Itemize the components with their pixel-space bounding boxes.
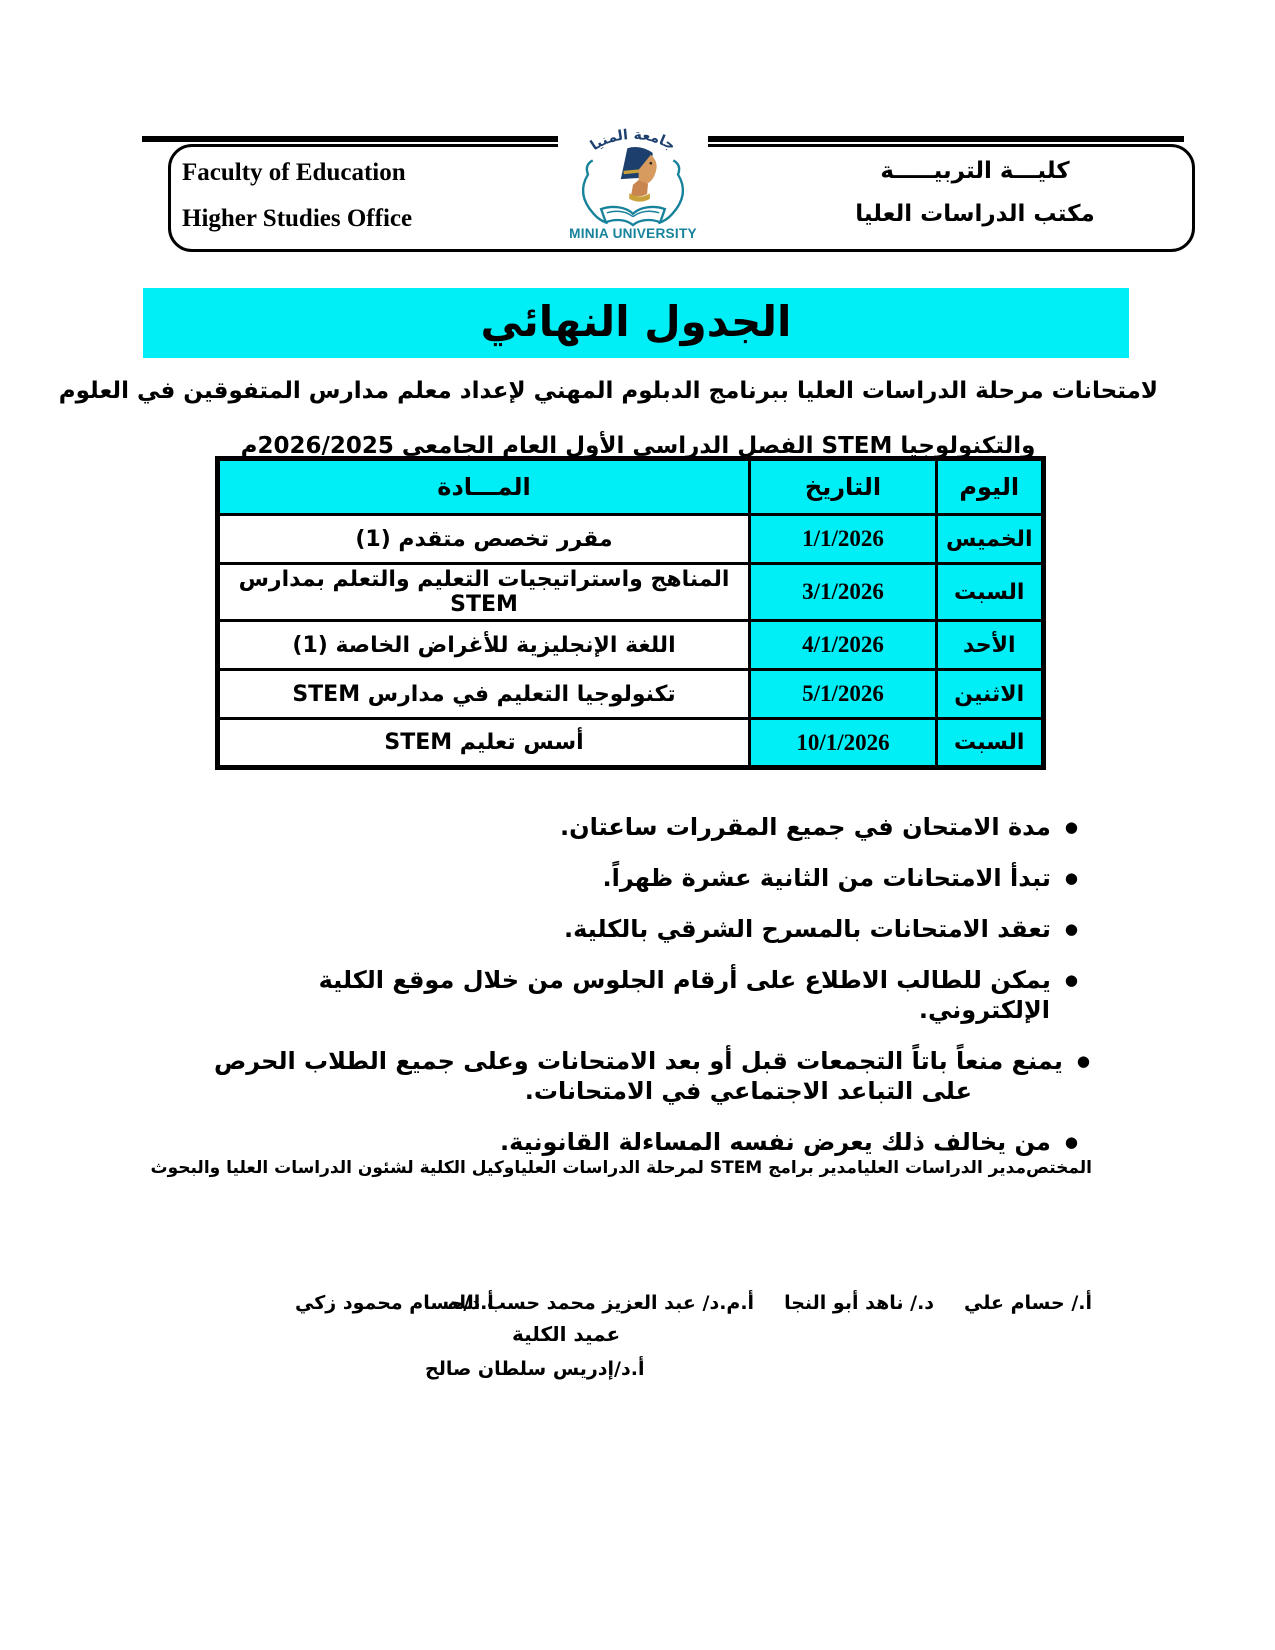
exam-schedule-table — [215, 456, 1046, 770]
day-cell: الأحد — [937, 621, 1044, 670]
dean-name: أ.د/إدريس سلطان صالح — [425, 1358, 645, 1380]
note-text: من يخالف ذلك يعرض نفسه المساءلة القانونية. — [500, 1128, 1051, 1156]
nefertiti-logo-icon — [558, 119, 708, 243]
subject-cell: أسس تعليم STEM — [218, 719, 750, 768]
subject-cell: تكنولوجيا التعليم في مدارس STEM — [218, 670, 750, 719]
note-text: تعقد الامتحانات بالمسرح الشرقي بالكلية. — [563, 915, 1051, 943]
table-row — [218, 670, 1044, 719]
header-english — [182, 150, 412, 242]
date-cell: 4/1/2026 — [750, 621, 937, 670]
date-cell: 5/1/2026 — [750, 670, 937, 719]
table-row — [218, 564, 1044, 621]
subject-cell: اللغة الإنجليزية للأغراض الخاصة (1) — [218, 621, 750, 670]
footer-roles — [150, 1158, 1092, 1178]
table-row — [218, 515, 1044, 564]
note-item — [206, 812, 1078, 842]
footer-names — [447, 1292, 1092, 1314]
office-name-en: Higher Studies Office — [182, 205, 413, 232]
note-item — [206, 1046, 1090, 1106]
date-cell: 10/1/2026 — [750, 719, 937, 768]
day-cell: الاثنين — [937, 670, 1044, 719]
note-item — [206, 863, 1078, 893]
note-item — [206, 914, 1078, 944]
date-cell: 3/1/2026 — [750, 564, 937, 621]
header-subject: المـــادة — [218, 459, 750, 515]
final-schedule-banner — [143, 288, 1129, 358]
table-row — [218, 719, 1044, 768]
table-header-row — [218, 459, 1044, 515]
table-row — [218, 621, 1044, 670]
day-cell: السبت — [937, 564, 1044, 621]
header-arabic — [825, 150, 1125, 236]
intro-line-1: لامتحانات مرحلة الدراسات العليا ببرنامج الدبلوم المهني لإعداد معلم مدارس المتفوقين في العلوم — [58, 378, 1158, 404]
intro-line-2: والتكنولوجيا STEM الفصل الدراسي الأول العام الجامعي 2026/2025م — [240, 433, 1036, 459]
faculty-name-en: Faculty of Education — [182, 159, 406, 186]
university-logo — [558, 119, 708, 246]
note-text: يمنع منعاً باتاً التجمعات قبل أو بعد الامتحانات وعلى جميع الطلاب الحرص على التباعد الاجتماعي في الامتحانات. — [213, 1047, 1063, 1105]
header-date: التاريخ — [750, 459, 937, 515]
role-item: وكيل الكلية لشئون الدراسات العليا والبحوث — [150, 1158, 515, 1178]
note-item — [206, 965, 1078, 1025]
office-name-ar: مكتب الدراسات العليا — [855, 201, 1095, 227]
note-text: يمكن للطالب الاطلاع على أرقام الجلوس من خلال موقع الكلية الإلكتروني. — [318, 966, 1051, 1024]
date-cell: 1/1/2026 — [750, 515, 937, 564]
role-item: مدير الدراسات العليا — [856, 1158, 1026, 1178]
subject-cell: مقرر تخصص متقدم (1) — [218, 515, 750, 564]
day-cell: الخميس — [937, 515, 1044, 564]
subject-cell: المناهج واستراتيجيات التعليم والتعلم بمدارس STEM — [218, 564, 750, 621]
signature-name: أ./ حسام علي — [964, 1292, 1092, 1314]
logo-caption: MINIA UNIVERSITY — [569, 226, 697, 242]
signature-name: د./ ناهد أبو النجا — [784, 1292, 935, 1314]
vice-dean-name: أ.د/حسام محمود زكي — [295, 1292, 494, 1314]
note-item — [206, 1127, 1078, 1157]
header-day: اليوم — [937, 459, 1044, 515]
signature-name: أ.م.د/ عبد العزيز محمد حسب الله — [447, 1292, 755, 1314]
note-text: تبدأ الامتحانات من الثانية عشرة ظهراً. — [602, 864, 1051, 892]
open-book-icon — [601, 207, 665, 225]
notes-list — [206, 812, 1078, 1178]
role-item: مدير برامج STEM لمرحلة الدراسات العليا — [514, 1158, 857, 1178]
nefertiti-bust-icon — [621, 147, 657, 202]
faculty-name-ar: كليـــة التربيـــــة — [880, 158, 1070, 184]
page-title: الجدول النهائي — [480, 297, 792, 346]
dean-title: عميد الكلية — [512, 1322, 621, 1346]
role-item: المختص — [1026, 1158, 1092, 1178]
logo-arc-text: جامعة المنيا — [587, 126, 679, 155]
day-cell: السبت — [937, 719, 1044, 768]
note-text: مدة الامتحان في جميع المقررات ساعتان. — [560, 813, 1051, 841]
